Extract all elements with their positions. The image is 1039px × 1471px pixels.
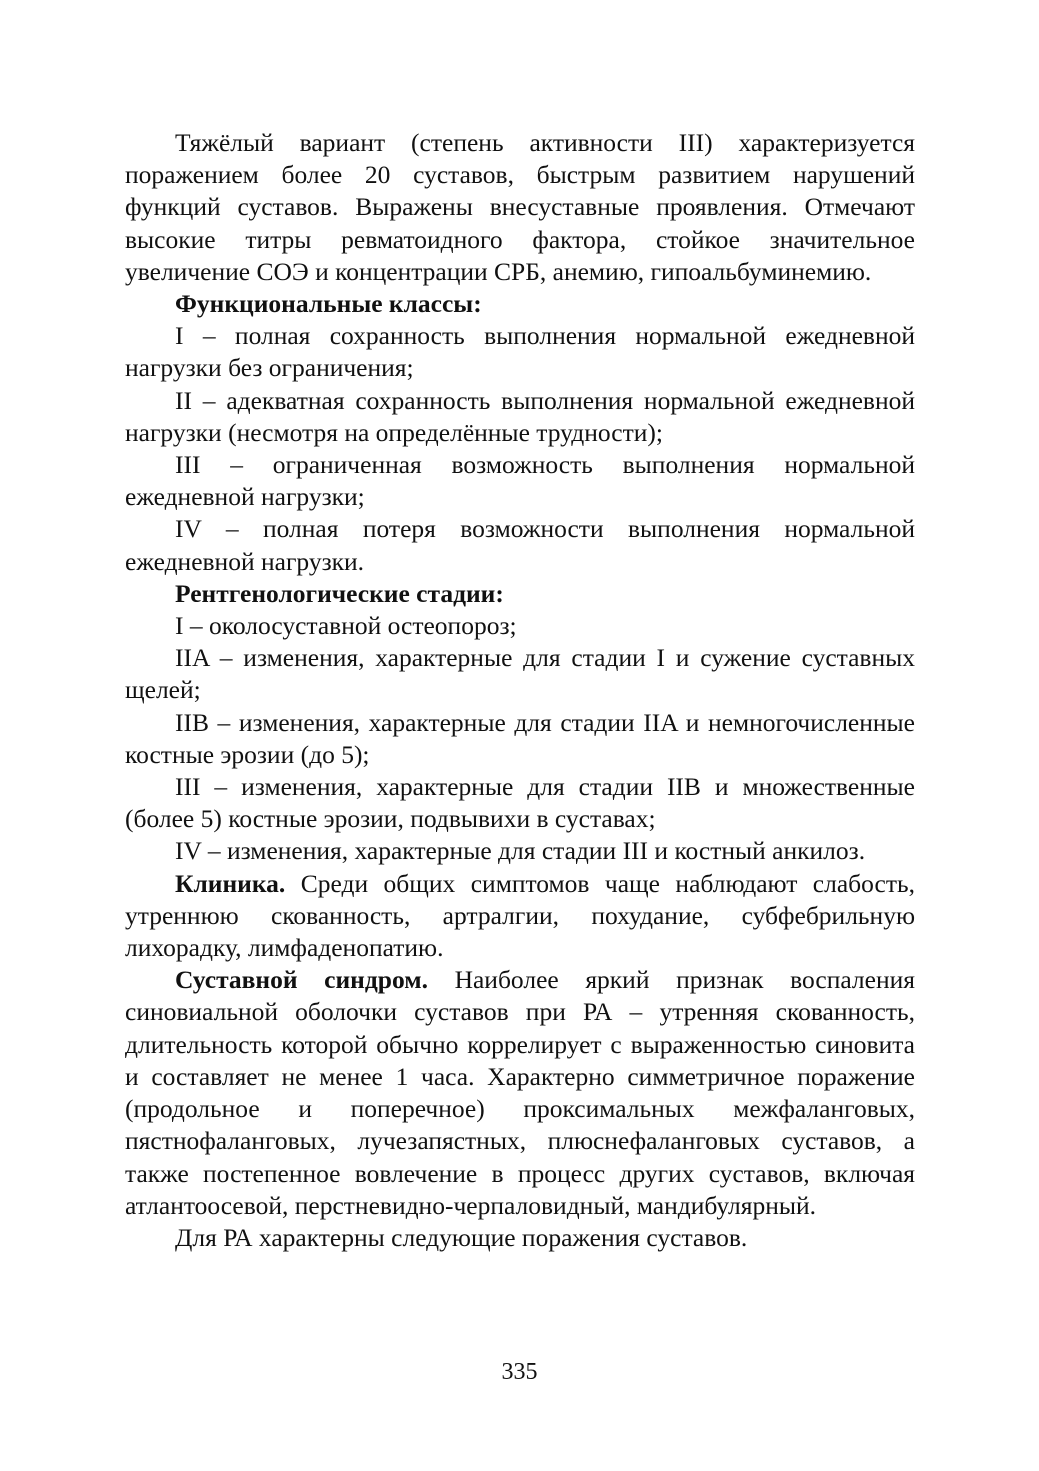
heading-xray-stages: Рентгенологические стадии: bbox=[175, 578, 504, 608]
functional-class-1: I – полная сохранность выполнения нормальной ежедневной нагрузки без ограничения; bbox=[125, 321, 915, 383]
xray-stage-1: I – околосуставной остеопороз; bbox=[175, 611, 517, 641]
functional-class-4: IV – полная потеря возможности выполнения нормальной ежедневной нагрузки. bbox=[125, 514, 915, 576]
page-body bbox=[125, 127, 915, 1254]
functional-class-2: II – адекватная сохранность выполнения нормальной ежедневной нагрузки (несмотря на определённые трудности); bbox=[125, 385, 915, 447]
xray-stage-3: III – изменения, характерные для стадии IIB и множественные (более 5) костные эрозии, подвывихи в суставах; bbox=[125, 772, 915, 834]
page-number: 335 bbox=[501, 1359, 538, 1385]
paragraph-ra-lesions: Для РА характерны следующие поражения суставов. bbox=[175, 1222, 748, 1252]
paragraph-joint-syndrome: Суставной синдром. Наиболее яркий признак воспаления синовиальной оболочки суставов при РА – утренняя скованность, длительность которой обычно коррелирует с выраженностью синовита и составляет не менее 1 часа. Характерно симметричное поражение (продольное и поперечное) проксимальных межфаланговых, пястнофаланговых, лучезапястных, плюснефаланговых суставов, а также постепенное вовлечение в процесс других суставов, включая атлантоосевой, перстневидно-черпаловидный, мандибулярный. bbox=[125, 965, 915, 1220]
functional-class-3: III – ограниченная возможность выполнения нормальной ежедневной нагрузки; bbox=[125, 450, 915, 512]
xray-stage-2b: IIB – изменения, характерные для стадии IIA и немногочисленные костные эрозии (до 5); bbox=[125, 707, 915, 769]
xray-stage-2a: IIA – изменения, характерные для стадии I и сужение суставных щелей; bbox=[125, 643, 915, 705]
xray-stage-4: IV – изменения, характерные для стадии III и костный анкилоз. bbox=[175, 836, 866, 866]
paragraph-clinic: Клиника. Среди общих симптомов чаще наблюдают слабость, утреннюю скованность, артралгии, похудание, субфебрильную лихорадку, лимфаденопатию. bbox=[125, 868, 915, 963]
paragraph-severe-variant: Тяжёлый вариант (степень активности III) характеризуется поражением более 20 суставов, быстрым развитием нарушений функций суставов. Выражены внесуставные проявления. Отмечают высокие титры ревматоидного фактора, стойкое значительное увеличение СОЭ и концентрации СРБ, анемию, гипоальбуминемию. bbox=[125, 128, 915, 286]
heading-functional-classes: Функциональные классы: bbox=[175, 289, 482, 319]
